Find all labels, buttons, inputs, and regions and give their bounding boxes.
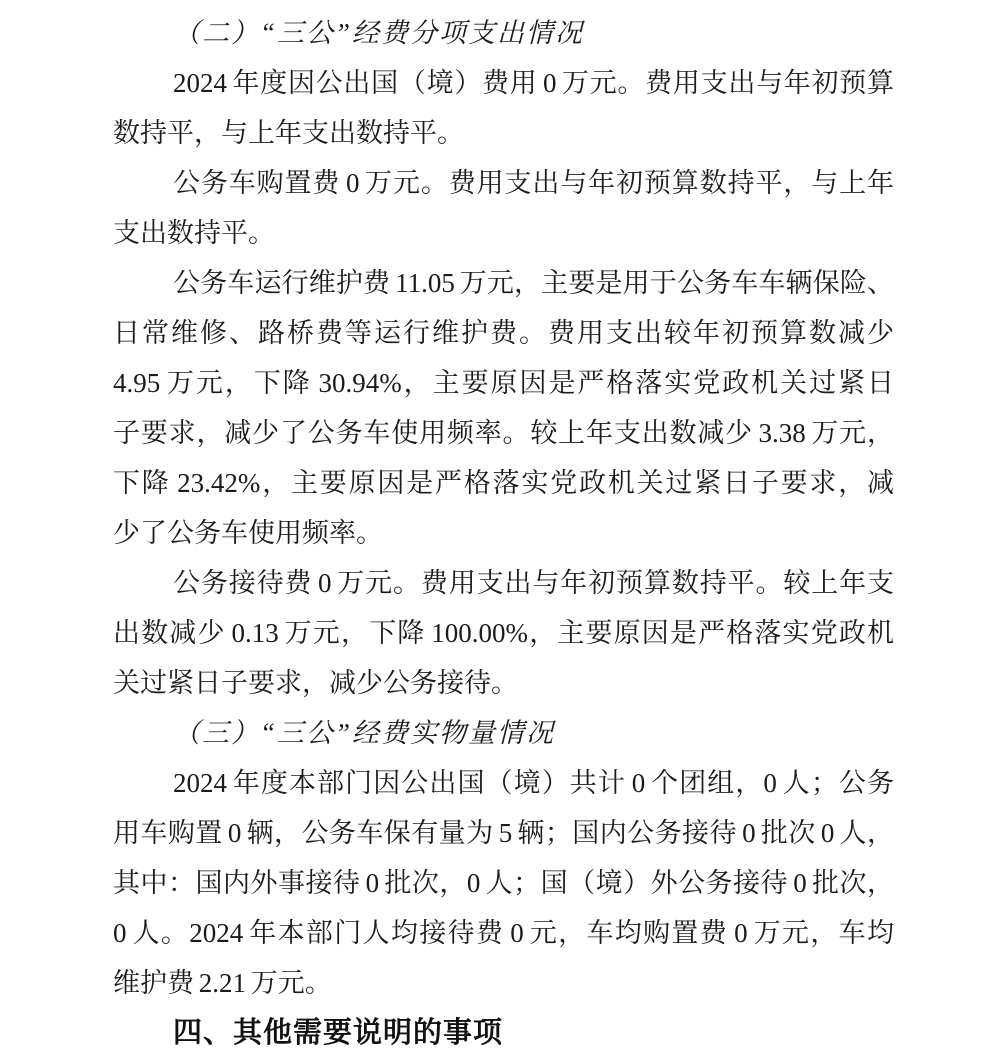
paragraph-line: 支出数持平。 [113, 218, 275, 248]
paragraph-line: 其中：国内外事接待 0 批次，0 人；国（境）外公务接待 0 批次， [113, 868, 894, 898]
paragraph-line: 日常维修、路桥费等运行维护费。费用支出较年初预算数减少 [113, 318, 894, 348]
paragraph-line: 关过紧日子要求，减少公务接待。 [113, 668, 518, 698]
paragraph-line: 少了公务车使用频率。 [113, 518, 383, 548]
section-heading-san-gong-physical: （三）“三公”经费实物量情况 [173, 718, 556, 748]
paragraph-line: 维护费 2.21 万元。 [113, 968, 332, 998]
paragraph-line: 0 人。2024 年本部门人均接待费 0 元，车均购置费 0 万元，车均 [113, 918, 894, 948]
paragraph-line: 数持平，与上年支出数持平。 [113, 118, 464, 148]
section-heading-other-matters: 四、其他需要说明的事项 [173, 1017, 504, 1049]
paragraph-line: 下降 23.42%，主要原因是严格落实党政机关过紧日子要求，减 [113, 468, 894, 498]
section-heading-san-gong-itemized: （二）“三公”经费分项支出情况 [173, 18, 585, 48]
paragraph-line: 2024 年度因公出国（境）费用 0 万元。费用支出与年初预算 [173, 68, 894, 98]
paragraph-line: 用车购置 0 辆，公务车保有量为 5 辆；国内公务接待 0 批次 0 人， [113, 818, 894, 848]
paragraph-line: 子要求，减少了公务车使用频率。较上年支出数减少 3.38 万元， [113, 418, 894, 448]
paragraph-line: 公务接待费 0 万元。费用支出与年初预算数持平。较上年支 [173, 568, 894, 598]
paragraph-line: 公务车购置费 0 万元。费用支出与年初预算数持平，与上年 [173, 168, 894, 198]
paragraph-line: 公务车运行维护费 11.05 万元，主要是用于公务车车辆保险、 [173, 268, 894, 298]
paragraph-line: 4.95 万元，下降 30.94%，主要原因是严格落实党政机关过紧日 [113, 368, 894, 398]
paragraph-line: 出数减少 0.13 万元，下降 100.00%，主要原因是严格落实党政机 [113, 618, 894, 648]
paragraph-line: 2024 年度本部门因公出国（境）共计 0 个团组，0 人；公务 [173, 768, 894, 798]
